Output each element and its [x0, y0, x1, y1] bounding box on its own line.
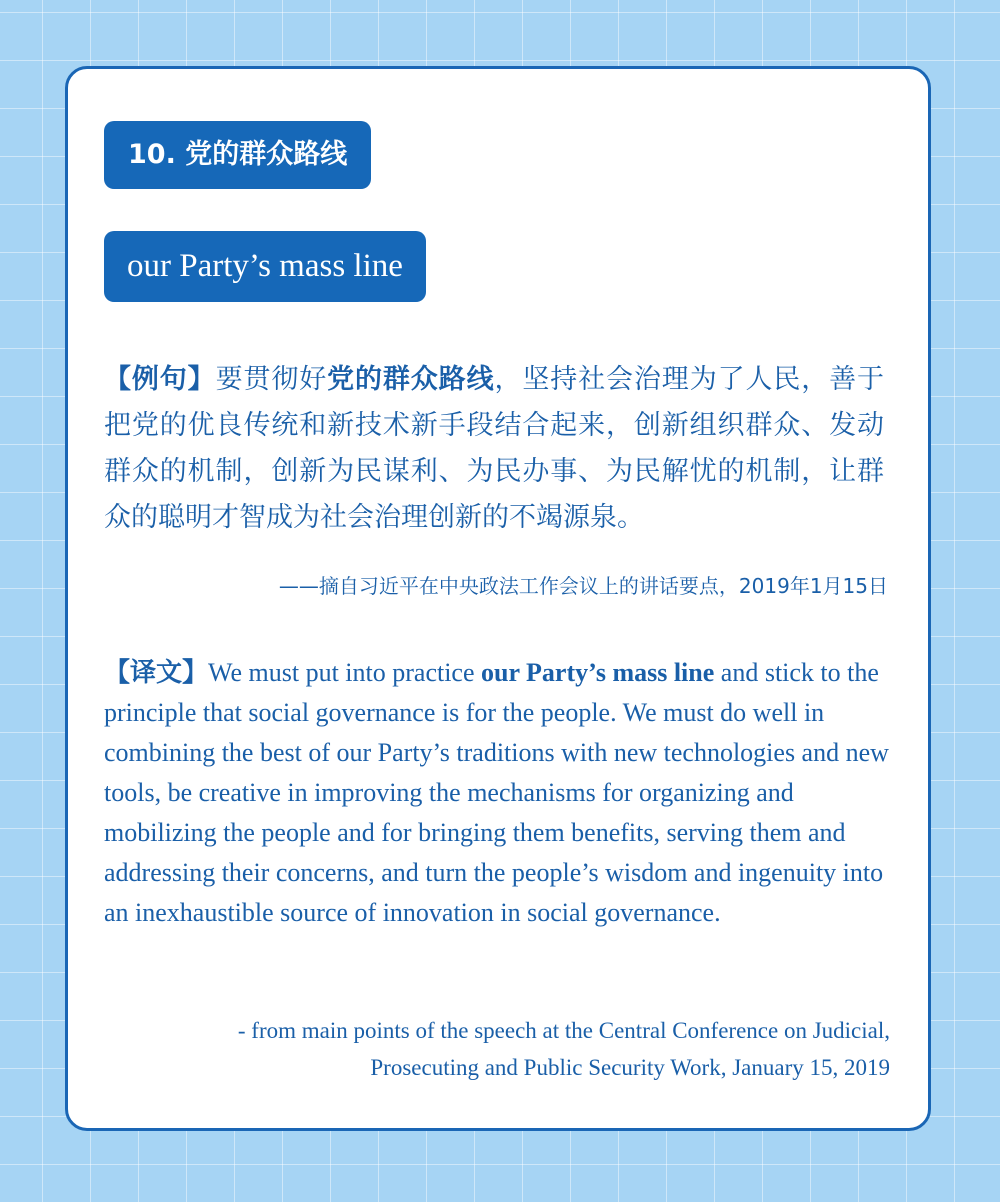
example-sentence-chinese	[104, 357, 884, 541]
translation-highlight: our Party’s mass line	[481, 658, 715, 687]
translation-label: 【译文】	[104, 658, 209, 688]
example-text-after: ，坚持社会治理为了人民，善于把党的优良传统和新技术新手段结合起来，创新组织群众、发动群众的机制，创新为民谋利、为民办事、为民解忧的机制，让群众的聪明才智成为社会治理创新的不竭源泉。	[104, 364, 885, 533]
content-card	[65, 66, 931, 1131]
translation-source-line-2: Prosecuting and Public Security Work, January 15, 2019	[370, 1055, 890, 1080]
example-source-chinese: ——摘自习近平在中央政法工作会议上的讲话要点，2019年1月15日	[278, 574, 888, 598]
translation-english	[104, 653, 899, 933]
example-label: 【例句】	[104, 364, 216, 395]
example-text-before: 要贯彻好	[215, 364, 328, 395]
translation-source-line-1: - from main points of the speech at the Central Conference on Judicial,	[237, 1018, 890, 1043]
translation-text-after: and stick to the principle that social governance is for the people. We must do well in combining the best of our Party’s traditions with new technologies and new tools, be creative in improving the mechanisms for organizing and mobilizing the people and for bringing them benefits, serving them and addressing their concerns, and turn the people’s wisdom and ingenuity into an inexhaustible source of innovation in social governance.	[104, 658, 889, 927]
translation-text-before: We must put into practice	[208, 658, 482, 687]
example-highlight: 党的群众路线	[327, 364, 495, 395]
translation-source-english	[238, 1012, 890, 1086]
term-chinese-badge: 10. 党的群众路线	[104, 121, 371, 189]
term-english-badge: our Party’s mass line	[104, 231, 426, 302]
